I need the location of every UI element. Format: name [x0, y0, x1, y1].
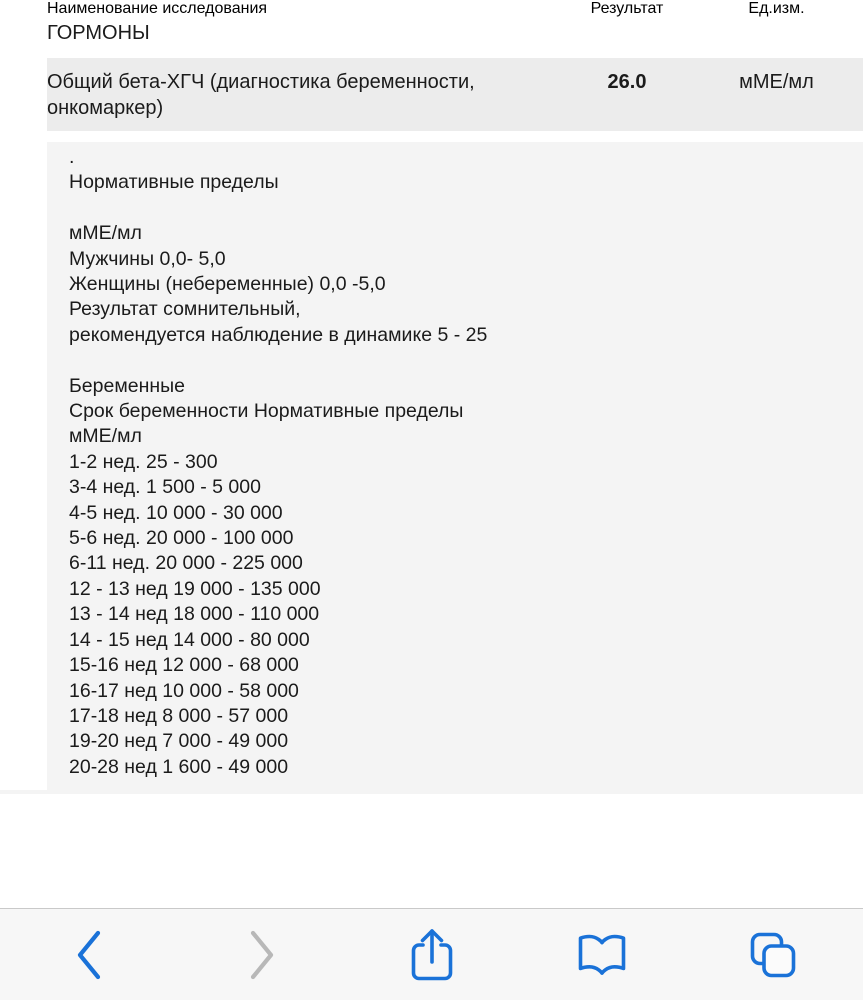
group-title: ГОРМОНЫ [0, 18, 560, 58]
safari-bottom-toolbar [0, 908, 863, 1000]
bookmarks-button[interactable] [556, 919, 648, 991]
column-header-result: Результат [590, 0, 664, 17]
tabs-button[interactable] [727, 919, 819, 991]
chevron-left-icon [71, 928, 109, 982]
test-unit: мМЕ/мл [700, 58, 863, 131]
test-name: Общий бета-ХГЧ (диагностика беременности, онкомаркер) [0, 58, 560, 131]
forward-button[interactable] [215, 919, 307, 991]
reference-line: Беременные [69, 374, 185, 397]
column-header-unit: Ед.изм. [748, 0, 805, 17]
reference-line: 3-4 нед. 1 500 - 5 000 [69, 476, 261, 499]
reference-line: 5-6 нед. 20 000 - 100 000 [69, 527, 294, 550]
lab-results-table [0, 0, 863, 131]
reference-line: Мужчины 0,0- 5,0 [69, 247, 226, 270]
reference-line: 16-17 нед 10 000 - 58 000 [69, 679, 299, 702]
test-result: 26.0 [560, 58, 700, 131]
column-header-name: Наименование исследования [47, 0, 268, 17]
book-icon [576, 932, 628, 978]
reference-line [69, 348, 863, 373]
reference-line: 20-28 нед 1 600 - 49 000 [69, 755, 289, 778]
reference-line: 4-5 нед. 10 000 - 30 000 [69, 501, 283, 524]
reference-line: Женщины (небеременные) 0,0 -5,0 [69, 273, 386, 296]
share-icon [409, 926, 455, 984]
reference-line: мМЕ/мл [69, 425, 142, 448]
reference-line: 15-16 нед 12 000 - 68 000 [69, 654, 299, 677]
reference-line: рекомендуется наблюдение в динамике 5 - 25 [69, 323, 488, 346]
reference-ranges-block [0, 142, 863, 794]
reference-line: 1-2 нед. 25 - 300 [69, 450, 218, 473]
reference-line: 6-11 нед. 20 000 - 225 000 [69, 552, 303, 575]
group-spacer [700, 18, 863, 58]
table-header-row [0, 0, 863, 18]
reference-line: 19-20 нед 7 000 - 49 000 [69, 730, 289, 753]
reference-line: Результат сомнительный, [69, 298, 301, 321]
reference-line: 12 - 13 нед 19 000 - 135 000 [69, 577, 321, 600]
share-button[interactable] [386, 919, 478, 991]
table-row [0, 58, 863, 131]
group-spacer [560, 18, 700, 58]
tabs-icon [748, 930, 798, 980]
reference-line: 17-18 нед 8 000 - 57 000 [69, 704, 289, 727]
page-left-margin [0, 0, 47, 790]
reference-line: . [69, 146, 75, 168]
reference-line: Нормативные пределы [69, 171, 279, 194]
reference-line [69, 196, 863, 221]
reference-line: Срок беременности Нормативные пределы [69, 400, 464, 423]
reference-line: мМЕ/мл [69, 222, 142, 245]
back-button[interactable] [44, 919, 136, 991]
chevron-right-icon [242, 928, 280, 982]
table-group-row [0, 18, 863, 58]
reference-line: 14 - 15 нед 14 000 - 80 000 [69, 628, 310, 651]
reference-line: 13 - 14 нед 18 000 - 110 000 [69, 603, 320, 626]
